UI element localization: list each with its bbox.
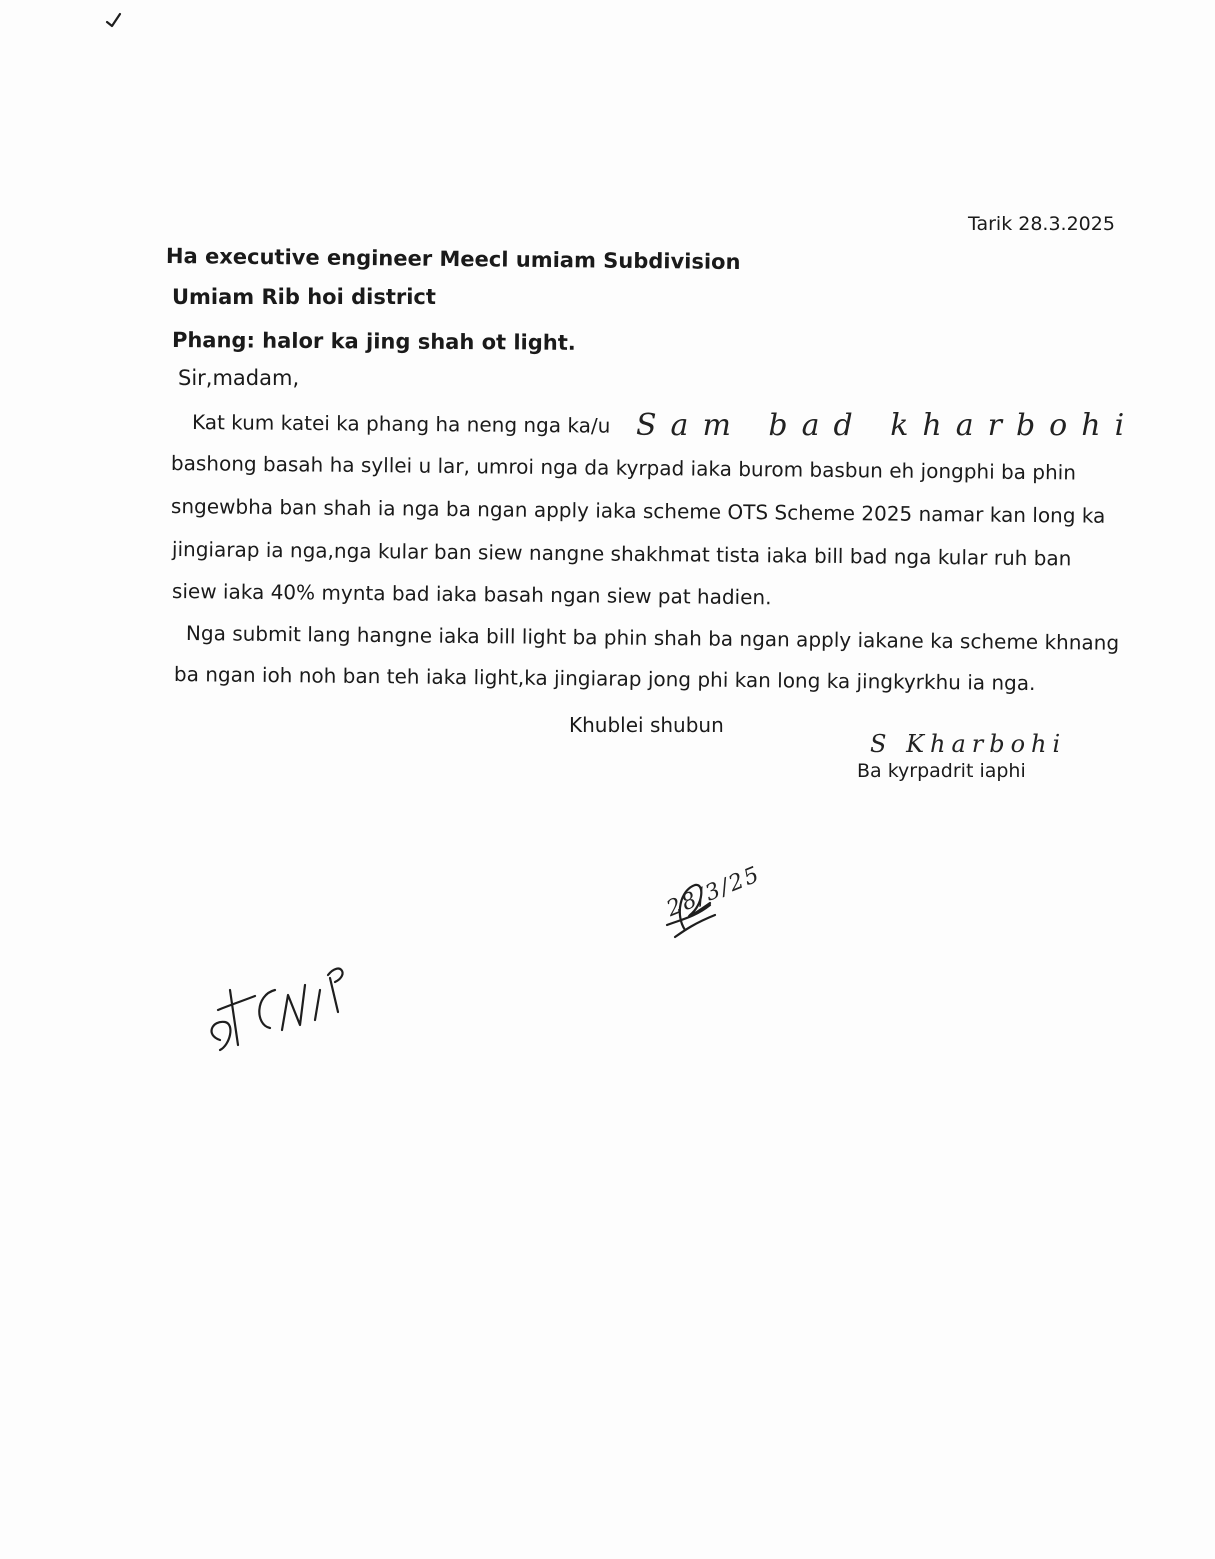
paragraph-1-line-3: jingiarap ia nga,nga kular ban siew nangne shakhmat tista iaka bill bad nga kular ruh ban xyxy=(171,537,1072,571)
signatory-label: Ba kyrpadrit iaphi xyxy=(857,760,1026,782)
paragraph-1-line-2: sngewbha ban shah ia nga ba ngan apply iaka scheme OTS Scheme 2025 namar kan long ka xyxy=(170,494,1106,528)
corner-tick-mark xyxy=(104,10,124,30)
letter-date: Tarik 28.3.2025 xyxy=(968,213,1115,235)
recipient-line-2: Umiam Rib hoi district xyxy=(172,285,436,309)
recipient-line-1: Ha executive engineer Meecl umiam Subdivision xyxy=(165,244,741,275)
subject-line: Phang: halor ka jing shah ot light. xyxy=(171,328,576,355)
paragraph-1-line-4: siew iaka 40% mynta bad iaka basah ngan siew pat hadien. xyxy=(171,579,772,610)
paragraph-1-intro: Kat kum katei ka phang ha neng nga ka/u xyxy=(191,410,611,438)
official-note-date: 28/3/25 xyxy=(663,861,765,923)
salutation: Sir,madam, xyxy=(178,366,300,390)
handwritten-applicant-name: Sam bad kharbohi xyxy=(636,408,1139,443)
paragraph-2-line-1: Nga submit lang hangne iaka bill light ba phin shah ba ngan apply iakane ka scheme khnang xyxy=(185,621,1120,655)
official-signature-2 xyxy=(200,950,350,1060)
paragraph-1-line-1: bashong basah ha syllei u lar, umroi nga da kyrpad iaka burom basbun eh jongphi ba phin xyxy=(170,451,1077,485)
closing: Khublei shubun xyxy=(569,713,724,737)
applicant-signature: S Kharbohi xyxy=(870,730,1067,758)
paragraph-2-line-2: ba ngan ioh noh ban teh iaka light,ka jingiarap jong phi kan long ka jingkyrkhu ia nga. xyxy=(173,662,1036,696)
